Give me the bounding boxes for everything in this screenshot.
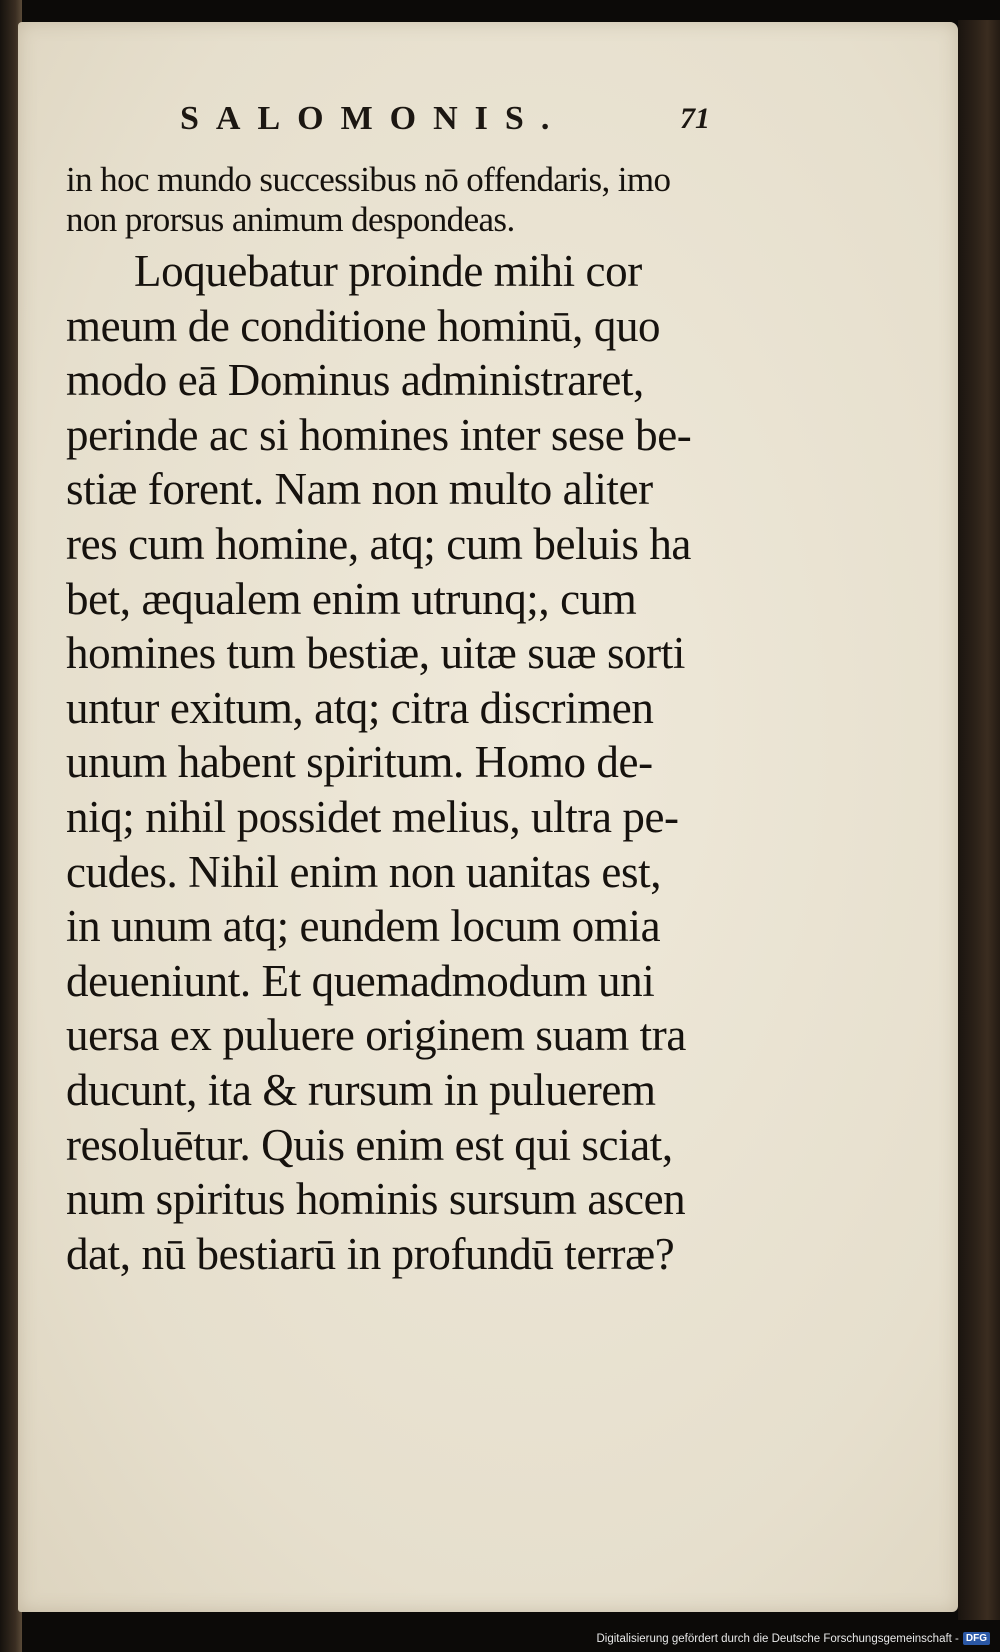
- text-line: stiæ forent. Nam non multo aliter: [66, 464, 653, 515]
- text-line: dat, nū bestiarū in profundū terræ?: [66, 1228, 675, 1279]
- dfg-logo: DFG: [963, 1632, 990, 1645]
- text-line: uersa ex puluere originem suam tra: [66, 1010, 686, 1061]
- text-line: in unum atq; eundem locum omia: [66, 901, 661, 952]
- text-line: unum habent spiritum. Homo de-: [66, 737, 653, 788]
- text-line: in hoc mundo successibus nō offendaris, imo: [66, 160, 671, 199]
- text-line: untur exitum, atq; citra discrimen: [66, 682, 654, 733]
- text-line: non prorsus animum despondeas.: [66, 200, 515, 239]
- text-line: num spiritus hominis sursum ascen: [66, 1174, 686, 1225]
- text-line: perinde ac si homines inter sese be-: [66, 409, 692, 460]
- text-line: niq; nihil possidet melius, ultra pe-: [66, 791, 679, 842]
- text-line: homines tum bestiæ, uitæ suæ sorti: [66, 628, 685, 679]
- digitization-credit: [596, 1632, 990, 1645]
- text-line: cudes. Nihil enim non uanitas est,: [66, 846, 662, 897]
- credit-text: Digitalisierung gefördert durch die Deutsche Forschungsgemeinschaft -: [596, 1632, 959, 1645]
- text-line: bet, æqualem enim utrunq;, cum: [66, 573, 637, 624]
- running-head: SALOMONIS.: [180, 100, 567, 137]
- page-number: 71: [680, 102, 710, 135]
- text-line: deueniunt. Et quemadmodum uni: [66, 955, 655, 1006]
- text-line: ducunt, ita & rursum in puluerem: [66, 1064, 656, 1115]
- book-binding-right-edge: [958, 20, 1000, 1620]
- text-line: res cum homine, atq; cum beluis ha: [66, 518, 691, 569]
- text-block: [66, 160, 746, 1281]
- page-header: [180, 100, 740, 148]
- text-line: resoluētur. Quis enim est qui sciat,: [66, 1119, 673, 1170]
- text-line: meum de conditione hominū, quo: [66, 300, 661, 351]
- text-line: modo eā Dominus administraret,: [66, 355, 644, 406]
- paragraph-first-line: Loquebatur proinde mihi cor: [134, 246, 642, 296]
